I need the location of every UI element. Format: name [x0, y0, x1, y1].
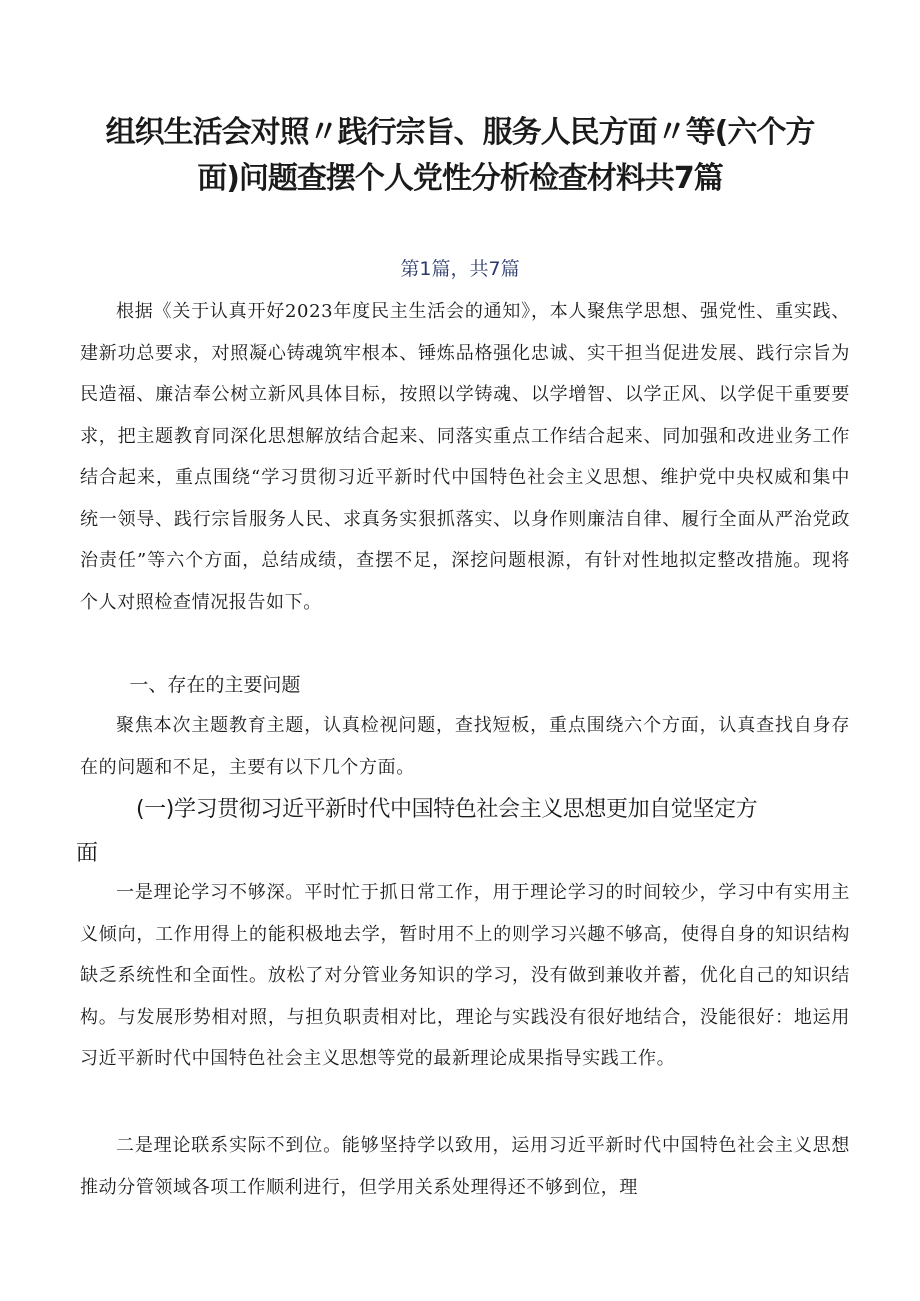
document-title: 组织生活会对照〃践行宗旨、服务人民方面〃等(六个方面)问题查摆个人党性分析检查材料共7篇 [105, 115, 815, 196]
subsection-heading [76, 788, 856, 876]
section-heading: 一、存在的主要问题 [129, 674, 301, 696]
paragraph-point-1: 一是理论学习不够深。平时忙于抓日常工作，用于理论学习的时间较少，学习中有实用主义倾向，工作用得上的能积极地去学，暂时用不上的则学习兴趣不够高，使得自身的知识结构缺乏系统性和全面性。放松了对分管业务知识的学习，没有做到兼收并蓄，优化自己的知识结构。与发展形势相对照，与担负职责相对比，理论与实践没有很好地结合，没能很好：地运用习近平新时代中国特色社会主义思想等党的最新理论成果指导实践工作。 [80, 882, 850, 1069]
subsection-heading-line2: 面 [76, 841, 98, 866]
paragraph-point-2: 二是理论联系实际不到位。能够坚持学以致用，运用习近平新时代中国特色社会主义思想推动分管领域各项工作顺利进行，但学用关系处理得还不够到位，理 [80, 1135, 850, 1198]
document-subtitle: 第1篇，共7篇 [400, 258, 520, 280]
subsection-heading-line1: (一)学习贯彻习近平新时代中国特色社会主义思想更加自觉坚定方 [136, 797, 758, 822]
paragraph-summary: 聚焦本次主题教育主题，认真检视问题，查找短板，重点围绕六个方面，认真查找自身存在的问题和不足，主要有以下几个方面。 [80, 715, 850, 778]
paragraph-intro: 根据《关于认真开好2023年度民主生活会的通知》，本人聚焦学思想、强党性、重实践、建新功总要求，对照凝心铸魂筑牢根本、锤炼品格强化忠诚、实干担当促进发展、践行宗旨为民造福、廉洁奉公树立新风具体目标，按照以学铸魂、以学增智、以学正风、以学促干重要要求，把主题教育同深化思想解放结合起来、同落实重点工作结合起来、同加强和改进业务工作结合起来，重点围绕“学习贯彻习近平新时代中国特色社会主义思想、维护党中央权威和集中统一领导、践行宗旨服务人民、求真务实狠抓落实、以身作则廉洁自律、履行全面从严治党政治责任”等六个方面，总结成绩，查摆不足，深挖问题根源，有针对性地拟定整改措施。现将个人对照检查情况报告如下。 [80, 301, 850, 613]
